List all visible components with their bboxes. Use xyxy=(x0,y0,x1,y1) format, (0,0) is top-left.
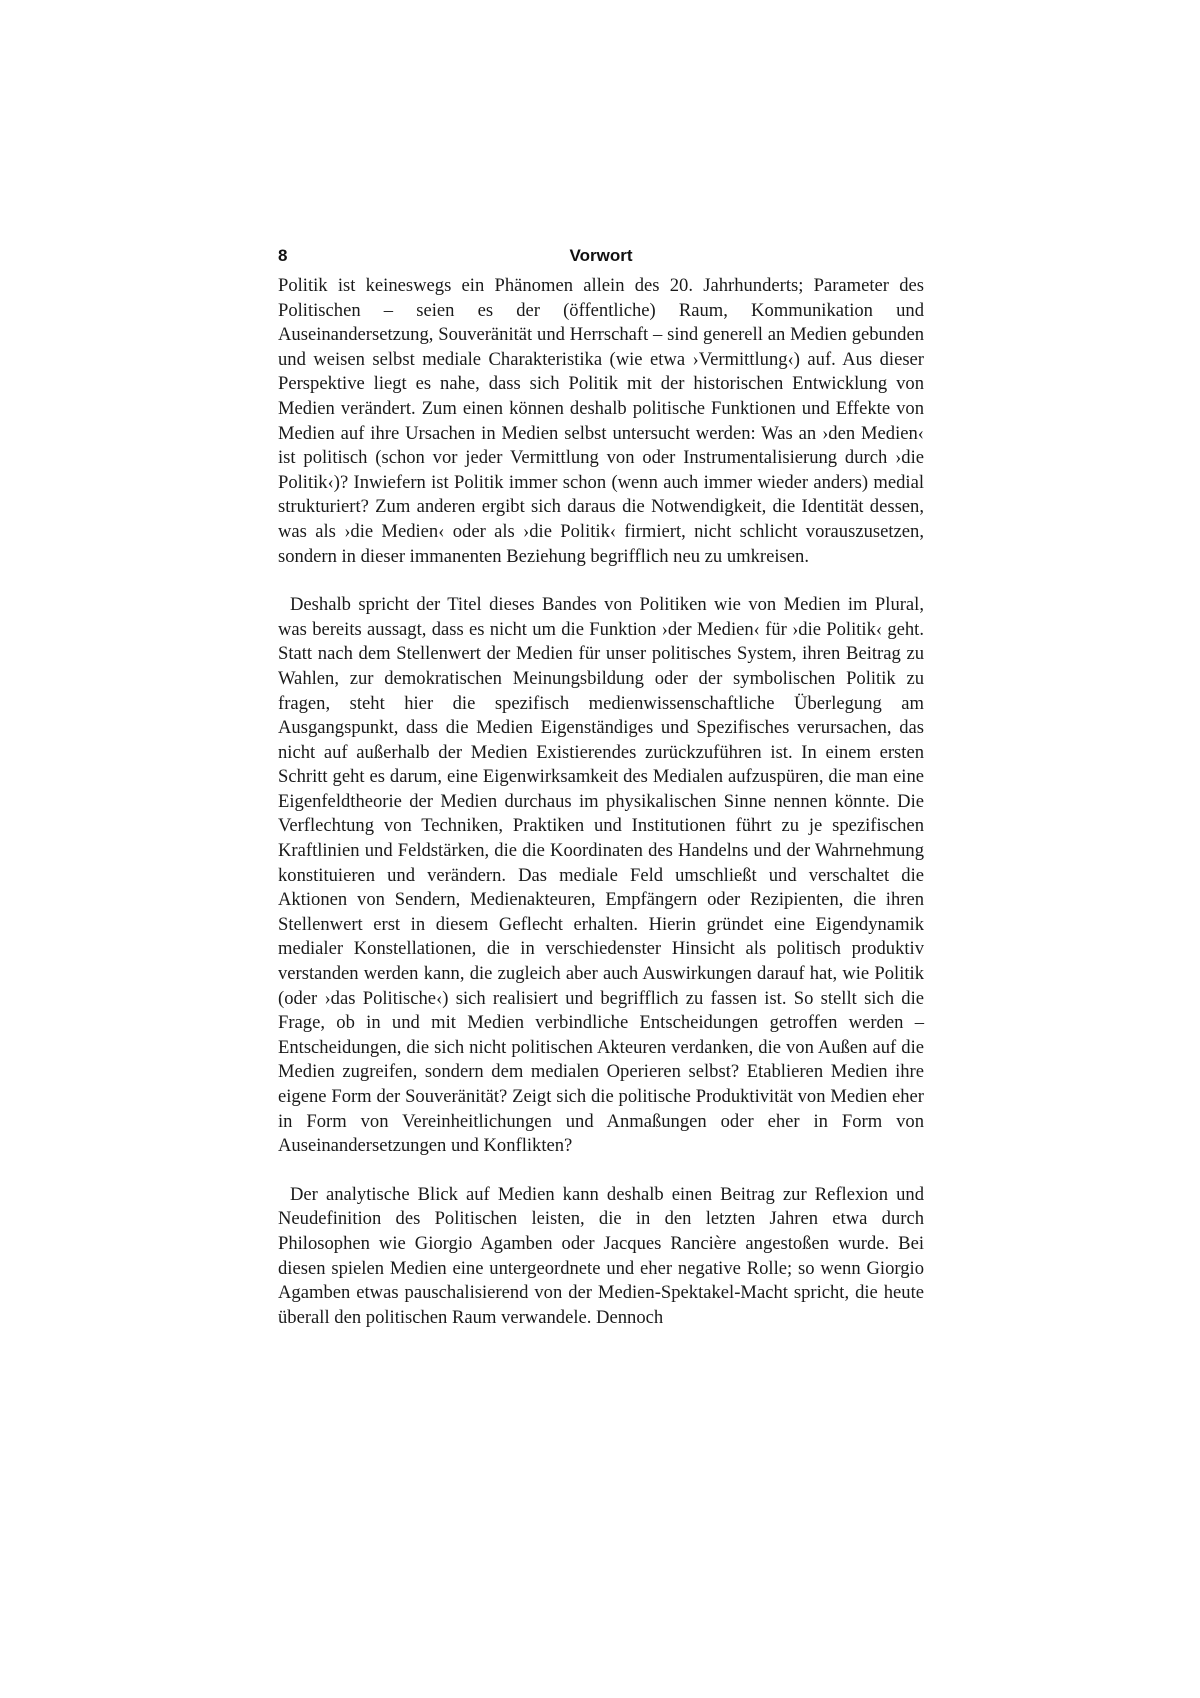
paragraph-2: Deshalb spricht der Titel dieses Bandes von Politiken wie von Medien im Plural, was bereits aussagt, dass es nicht um die Funktion ›der Medien‹ für ›die Politik‹ geht. Statt nach dem Stellenwert der Medien für unser politisches System, ihren Beitrag zu Wahlen, zur demokratischen Meinungsbildung oder der symbolischen Politik zu fragen, steht hier die spezifisch medienwissenschaftliche Überlegung am Ausgangspunkt, dass die Medien Eigenständiges und Spezifisches verursachen, das nicht auf außerhalb der Medien Existierendes zurückzuführen ist. In einem ersten Schritt geht es darum, eine Eigenwirksamkeit des Medialen aufzuspüren, die man eine Eigenfeldtheorie der Medien durchaus im physikalischen Sinne nennen könnte. Die Verflechtung von Techniken, Praktiken und Institutionen führt zu je spezifischen Kraftlinien und Feldstärken, die die Koordinaten des Handelns und der Wahrnehmung konstituieren und verändern. Das mediale Feld umschließt und verschaltet die Aktionen von Sendern, Medienakteuren, Empfängern oder Rezipienten, die ihren Stellenwert erst in diesem Geflecht erhalten. Hierin gründet eine Eigendynamik medialer Konstellationen, die in verschiedenster Hinsicht als politisch produktiv verstanden werden kann, die zugleich aber auch Auswirkungen darauf hat, wie Politik (oder ›das Politische‹) sich realisiert und begrifflich zu fassen ist. So stellt sich die Frage, ob in und mit Medien verbindliche Entscheidungen getroffen werden – Entscheidungen, die sich nicht politischen Akteuren verdanken, die von Außen auf die Medien zugreifen, sondern dem medialen Operieren selbst? Etablieren Medien ihre eigene Form der Souveränität? Zeigt sich die politische Produktivität von Medien eher in Form von Vereinheitlichungen und Anmaßungen oder eher in Form von Auseinandersetzungen und Konflikten? xyxy=(278,594,924,1157)
section-title: Vorwort xyxy=(569,246,633,265)
page-number: 8 xyxy=(278,246,288,265)
paragraph-gap xyxy=(278,569,924,593)
paragraph-gap xyxy=(278,1159,924,1183)
paragraph-3: Der analytische Blick auf Medien kann deshalb einen Beitrag zur Reflexion und Neudefinition des Politischen leisten, die in den letzten Jahren etwa durch Philosophen wie Giorgio Agamben oder Jacques Rancière angestoßen wurde. Bei diesen spielen Medien eine untergeordnete und eher negative Rolle; so wenn Giorgio Agamben etwas pauschalisierend von der Medien-Spektakel-Macht spricht, die heute überall den politischen Raum verwandele. Dennoch xyxy=(278,1183,924,1328)
book-page xyxy=(278,246,924,1330)
paragraph-1: Politik ist keineswegs ein Phänomen allein des 20. Jahrhunderts; Parameter des Politischen – seien es der (öffentliche) Raum, Kommunikation und Auseinandersetzung, Souveränität und Herrschaft – sind generell an Medien gebunden und weisen selbst mediale Charakteristika (wie etwa ›Vermittlung‹) auf. Aus dieser Perspektive liegt es nahe, dass sich Politik mit der historischen Entwicklung von Medien verändert. Zum einen können deshalb politische Funktionen und Effekte von Medien auf ihre Ursachen in Medien selbst untersucht werden: Was an ›den Medien‹ ist politisch (schon vor jeder Vermittlung von oder Instrumentalisierung durch ›die Politik‹)? Inwiefern ist Politik immer schon (wenn auch immer wieder anders) medial strukturiert? Zum anderen ergibt sich daraus die Notwendigkeit, die Identität dessen, was als ›die Medien‹ oder als ›die Politik‹ firmiert, nicht schlicht vorauszusetzen, sondern in dieser immanenten Beziehung begrifflich neu zu umkreisen. xyxy=(278,275,924,567)
running-head xyxy=(278,246,924,274)
